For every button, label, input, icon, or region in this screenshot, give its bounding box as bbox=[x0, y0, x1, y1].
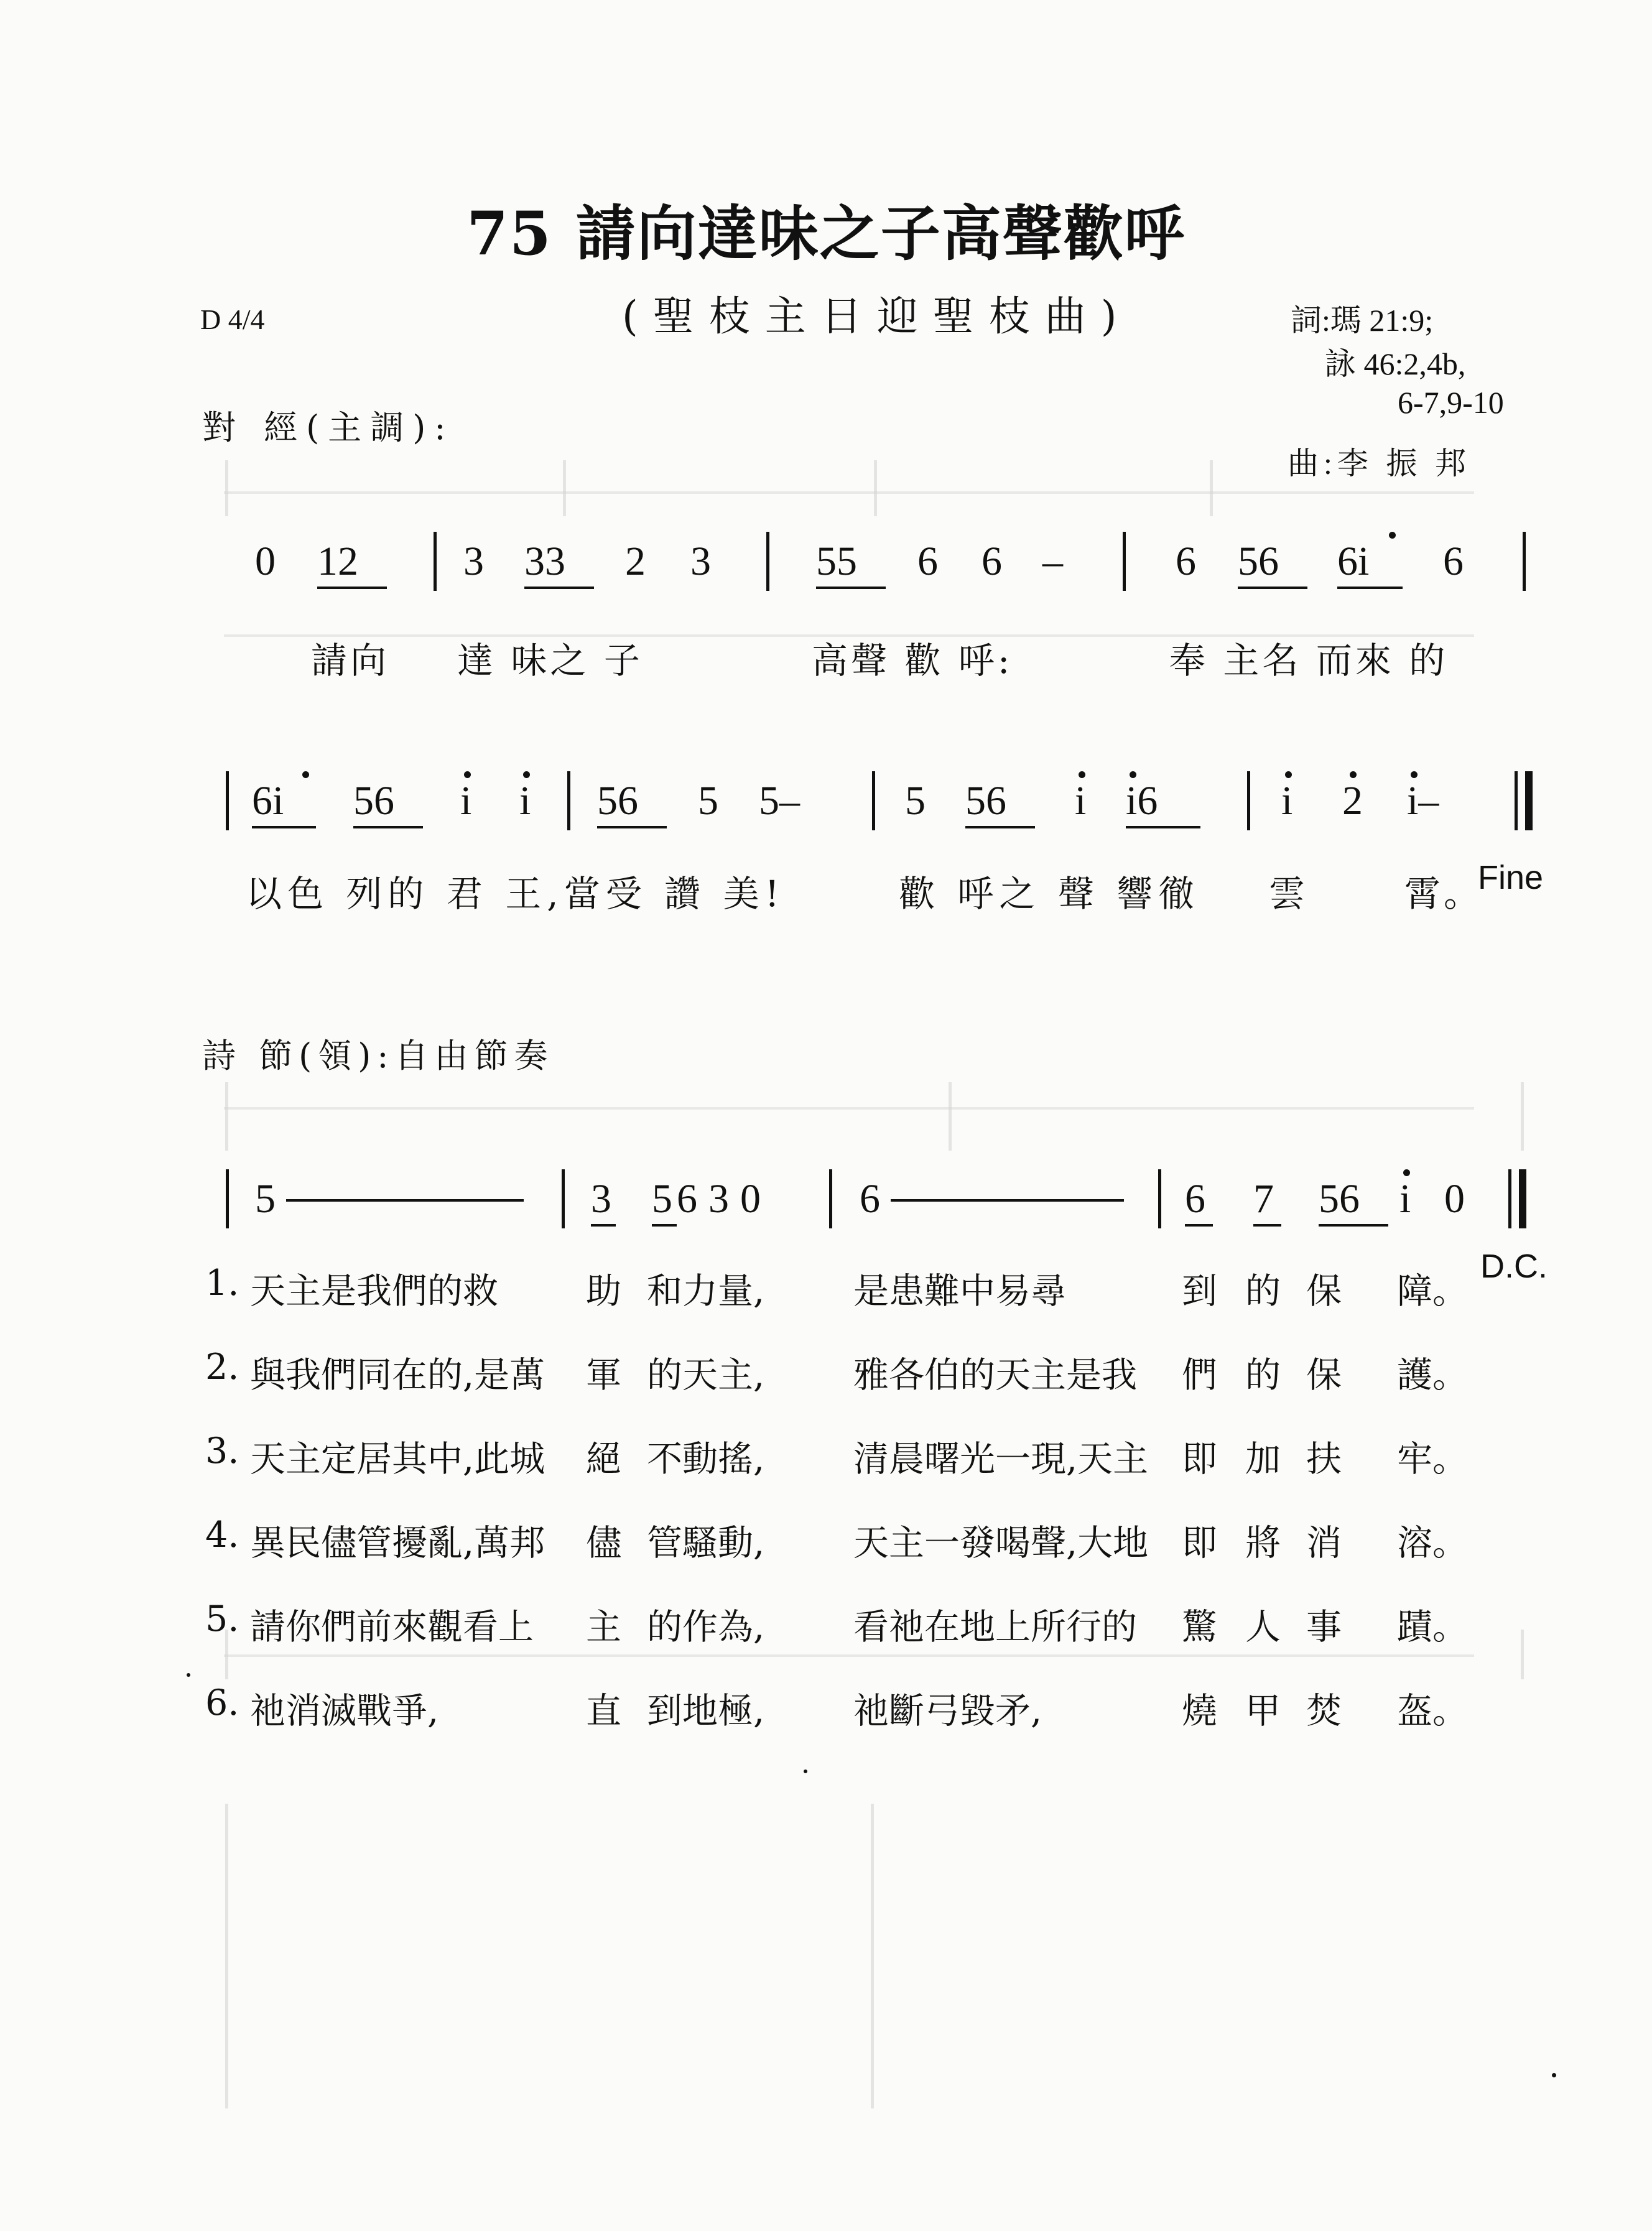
lyric-segment: 霄。 bbox=[1404, 873, 1483, 915]
high-octave-dot bbox=[1350, 771, 1357, 778]
note: i bbox=[460, 778, 472, 823]
eighth-underline bbox=[1126, 826, 1200, 828]
verse-segment: 保 bbox=[1306, 1355, 1342, 1396]
verse-segment: 將 bbox=[1245, 1523, 1281, 1564]
high-octave-dot bbox=[464, 771, 471, 778]
verse-segment: 保 bbox=[1306, 1271, 1342, 1312]
note: 5 bbox=[698, 778, 718, 823]
eighth-underline bbox=[353, 826, 423, 828]
verse-segment: 絕 bbox=[586, 1439, 621, 1480]
verse-segment: 雅各伯的天主是我 bbox=[853, 1355, 1137, 1396]
high-octave-dot bbox=[1079, 771, 1085, 778]
dc-mark: D.C. bbox=[1480, 1248, 1548, 1285]
barline bbox=[1123, 532, 1126, 591]
fine-mark: Fine bbox=[1478, 859, 1544, 896]
bleed-through-bar bbox=[871, 1804, 874, 2108]
note: 6 bbox=[981, 539, 1002, 584]
eighth-underline bbox=[965, 826, 1035, 828]
note: 6 bbox=[860, 1176, 880, 1222]
note: i bbox=[519, 778, 531, 823]
eighth-underline bbox=[1253, 1224, 1281, 1227]
verse-segment: 清晨曙光一現,天主 bbox=[853, 1439, 1149, 1480]
verse-segment: 燒 bbox=[1182, 1691, 1217, 1732]
note: 7 bbox=[1253, 1176, 1274, 1222]
lyric-segment: 以色 列的 君 王,當受 讚 美! bbox=[246, 873, 785, 915]
final-barline-thin bbox=[1508, 1169, 1511, 1228]
bleed-through-bar bbox=[1521, 1630, 1524, 1679]
verse-label: 詩 節(領):自由節奏 bbox=[202, 1036, 554, 1075]
lyrics-credit-3: 6-7,9-10 bbox=[1398, 385, 1504, 420]
note-dash: – bbox=[1042, 539, 1063, 584]
high-octave-dot bbox=[302, 771, 309, 778]
note: 56 bbox=[965, 778, 1006, 823]
note: 5 bbox=[255, 1176, 276, 1222]
verse-number: 3. bbox=[205, 1431, 239, 1472]
high-octave-dot bbox=[523, 771, 530, 778]
hymn-title-line bbox=[0, 187, 1652, 272]
barline bbox=[226, 1169, 229, 1228]
note: 2 bbox=[1342, 778, 1363, 823]
high-octave-dot bbox=[1130, 771, 1136, 778]
lyrics-credit: 詞:瑪 21:9; bbox=[1291, 303, 1434, 338]
scan-speck bbox=[187, 1673, 190, 1677]
verse-segment: 祂消滅戰爭, bbox=[250, 1691, 439, 1732]
bleed-through-bar bbox=[1210, 460, 1213, 516]
note: i6 bbox=[1126, 778, 1158, 823]
lyric-segment: 奉 主名 而來 的 bbox=[1169, 639, 1449, 682]
verse-segment: 的 bbox=[1245, 1271, 1281, 1312]
lyric-segment: 雲 bbox=[1269, 873, 1309, 915]
final-barline-thick bbox=[1525, 771, 1533, 830]
bleed-through-bar bbox=[225, 1082, 228, 1151]
refrain-label: 對 經(主調): bbox=[202, 408, 455, 447]
note: 630 bbox=[677, 1176, 772, 1222]
bleed-through-bar bbox=[225, 1804, 228, 2108]
barline bbox=[766, 532, 769, 591]
verse-segment: 加 bbox=[1245, 1439, 1281, 1480]
verse-segment: 管騷動, bbox=[647, 1523, 765, 1564]
barline bbox=[562, 1169, 565, 1228]
note: 12 bbox=[317, 539, 358, 584]
eighth-underline bbox=[652, 1224, 677, 1227]
bleed-through-bar bbox=[1521, 1082, 1524, 1151]
verse-segment: 請你們前來觀看上 bbox=[250, 1607, 534, 1648]
verse-segment: 不動搖, bbox=[647, 1439, 765, 1480]
eighth-underline bbox=[597, 826, 667, 828]
barline bbox=[1247, 771, 1250, 830]
note: 6 bbox=[1176, 539, 1196, 584]
verse-segment: 即 bbox=[1182, 1439, 1217, 1480]
verse-number: 2. bbox=[205, 1347, 239, 1388]
scan-speck bbox=[1552, 2073, 1556, 2077]
bleed-through-bar bbox=[563, 460, 566, 516]
eighth-underline bbox=[1319, 1224, 1388, 1227]
verse-segment: 牢。 bbox=[1397, 1439, 1468, 1480]
note: 33 bbox=[524, 539, 565, 584]
barline bbox=[226, 771, 229, 830]
high-octave-dot bbox=[1403, 1169, 1410, 1176]
note: 0 bbox=[255, 539, 276, 584]
lyric-segment: 請向 bbox=[311, 639, 390, 682]
note: 6 bbox=[1185, 1176, 1205, 1222]
lyric-segment: 達 味之 子 bbox=[457, 639, 643, 682]
verse-number: 4. bbox=[205, 1514, 239, 1556]
note: 5– bbox=[759, 778, 800, 823]
verse-segment: 扶 bbox=[1306, 1439, 1342, 1480]
hymn-title: 請向達味之子高聲歡呼 bbox=[575, 198, 1186, 269]
bleed-through-line bbox=[224, 1107, 1474, 1110]
verse-segment: 天主是我們的救 bbox=[250, 1271, 498, 1312]
verse-segment: 焚 bbox=[1306, 1691, 1342, 1732]
verse-segment: 是患難中易尋 bbox=[853, 1271, 1066, 1312]
verse-number: 1. bbox=[205, 1263, 239, 1304]
verse-segment: 和力量, bbox=[647, 1271, 765, 1312]
lyric-segment: 高聲 歡 呼: bbox=[812, 639, 1013, 682]
high-octave-dot bbox=[1411, 771, 1418, 778]
note: 0 bbox=[1444, 1176, 1465, 1222]
verse-segment: 驚 bbox=[1182, 1607, 1217, 1648]
eighth-underline bbox=[1337, 587, 1403, 589]
verse-segment: 祂斷弓毀矛, bbox=[853, 1691, 1042, 1732]
verse-segment: 直 bbox=[586, 1691, 621, 1732]
eighth-underline bbox=[317, 587, 387, 589]
hymn-number: 75 bbox=[466, 198, 552, 269]
note: 6 bbox=[1443, 539, 1464, 584]
lyrics-credit-2: 詠 46:2,4b, bbox=[1325, 346, 1466, 381]
lyric-segment: 歡 呼之 聲 響徹 bbox=[899, 873, 1200, 915]
verse-segment: 們 bbox=[1182, 1355, 1217, 1396]
verse-segment: 天主定居其中,此城 bbox=[250, 1439, 545, 1480]
verse-segment: 主 bbox=[586, 1607, 621, 1648]
bleed-through-line bbox=[224, 1654, 1474, 1657]
verse-segment: 的 bbox=[1245, 1355, 1281, 1396]
note: 2 bbox=[625, 539, 646, 584]
note: 3 bbox=[463, 539, 484, 584]
high-octave-dot bbox=[1285, 771, 1292, 778]
barline bbox=[567, 771, 570, 830]
note: 3 bbox=[591, 1176, 611, 1222]
bleed-through-bar bbox=[949, 1082, 952, 1151]
key-time-signature: D 4/4 bbox=[200, 304, 265, 335]
eighth-underline bbox=[524, 587, 594, 589]
note: 6i bbox=[252, 778, 284, 823]
barline bbox=[434, 532, 437, 591]
verse-segment: 到 bbox=[1182, 1271, 1217, 1312]
verse-number: 5. bbox=[205, 1598, 239, 1640]
verse-segment: 障。 bbox=[1397, 1271, 1468, 1312]
verse-segment: 儘 bbox=[586, 1523, 621, 1564]
eighth-underline bbox=[252, 826, 316, 828]
verse-segment: 蹟。 bbox=[1397, 1607, 1468, 1648]
note: 5 bbox=[905, 778, 926, 823]
barline bbox=[1158, 1169, 1161, 1228]
note: i bbox=[1399, 1176, 1411, 1222]
verse-segment: 看祂在地上所行的 bbox=[853, 1607, 1137, 1648]
note: 6 bbox=[917, 539, 938, 584]
verse-segment: 護。 bbox=[1397, 1355, 1468, 1396]
final-barline-thick bbox=[1519, 1169, 1526, 1228]
verse-segment: 到地極, bbox=[647, 1691, 765, 1732]
verse-segment: 消 bbox=[1306, 1523, 1342, 1564]
verse-segment: 的天主, bbox=[647, 1355, 765, 1396]
eighth-underline bbox=[1185, 1224, 1213, 1227]
verse-segment: 溶。 bbox=[1397, 1523, 1468, 1564]
hold-line bbox=[286, 1199, 524, 1202]
hold-line bbox=[891, 1199, 1124, 1202]
note: 56 bbox=[1238, 539, 1279, 584]
verse-segment: 甲 bbox=[1245, 1691, 1281, 1732]
note: 55 bbox=[816, 539, 857, 584]
verse-segment: 事 bbox=[1306, 1607, 1342, 1648]
final-barline-thin bbox=[1515, 771, 1518, 830]
note: 56 bbox=[597, 778, 638, 823]
verse-segment: 異民儘管擾亂,萬邦 bbox=[250, 1523, 545, 1564]
barline bbox=[829, 1169, 832, 1228]
note: i bbox=[1075, 778, 1087, 823]
verse-segment: 的作為, bbox=[647, 1607, 765, 1648]
eighth-underline bbox=[1238, 587, 1307, 589]
verse-segment: 即 bbox=[1182, 1523, 1217, 1564]
bleed-through-line bbox=[224, 491, 1474, 494]
barline bbox=[1523, 532, 1526, 591]
note: 5 bbox=[652, 1176, 672, 1222]
verse-number: 6. bbox=[205, 1682, 239, 1723]
verse-segment: 人 bbox=[1245, 1607, 1281, 1648]
bleed-through-bar bbox=[225, 460, 228, 516]
note: i– bbox=[1407, 778, 1439, 823]
note: 56 bbox=[353, 778, 394, 823]
note: i bbox=[1281, 778, 1293, 823]
verse-segment: 與我們同在的,是萬 bbox=[250, 1355, 545, 1396]
verse-segment: 軍 bbox=[586, 1355, 621, 1396]
eighth-underline bbox=[591, 1224, 616, 1227]
verse-segment: 盔。 bbox=[1397, 1691, 1468, 1732]
note: 6i bbox=[1337, 539, 1370, 584]
bleed-through-bar bbox=[874, 460, 877, 516]
verse-segment: 天主一發喝聲,大地 bbox=[853, 1523, 1149, 1564]
high-octave-dot bbox=[1389, 532, 1396, 539]
barline bbox=[872, 771, 875, 830]
eighth-underline bbox=[816, 587, 886, 589]
note: 56 bbox=[1319, 1176, 1360, 1222]
scan-speck bbox=[804, 1769, 807, 1773]
note: 3 bbox=[690, 539, 711, 584]
hymn-subtitle: (聖枝主日迎聖枝曲) bbox=[622, 292, 1132, 340]
verse-segment: 助 bbox=[586, 1271, 621, 1312]
music-credit: 曲:李 振 邦 bbox=[1288, 446, 1471, 481]
